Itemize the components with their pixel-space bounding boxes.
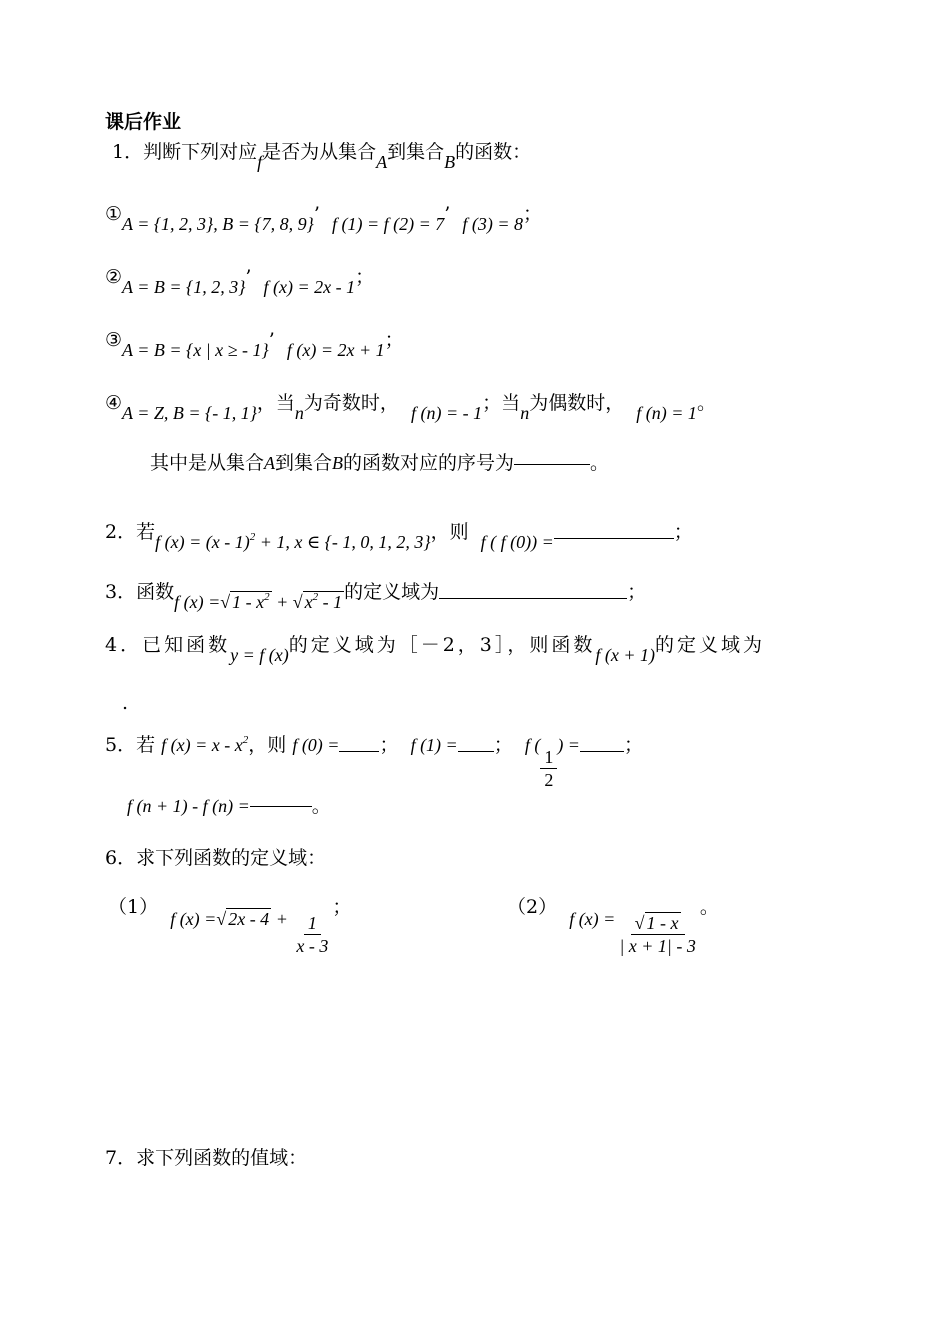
q2-math-c: f ( f (0)) = [480,532,554,552]
q4-math-a: y = f (x) [230,645,289,665]
q3-text: 的定义域为 [344,581,440,603]
q3-answer-blank[interactable] [439,598,627,599]
q5-sep-1: ； [379,734,399,756]
q1-item-4 [105,392,716,423]
q1-item-4-n1: n [294,403,304,423]
q3-radicand-2-tail: - 1 [322,592,343,612]
q3-exponent-1: 2 [264,591,270,603]
q6-p1-radicand: 2x - 4 [228,909,270,929]
q6-part-1 [108,898,351,955]
q1-final-var-A: A [264,453,276,473]
q1-stem-d: 的函数： [455,141,532,163]
q1-item-4-math: A = Z, B = {- 1, 1} [122,403,257,423]
q1-final-text-a: 其中是从集合 [150,452,265,474]
q5-line-2 [127,797,331,816]
q1-item-1-mark: ① [105,203,123,225]
question-7-title: 7．求下列函数的值域： [105,1147,308,1169]
q5-f1: f (1) = [410,735,458,755]
q3-plus: + [276,592,289,612]
q5-f1-blank[interactable] [458,751,494,752]
q1-item-4-math2: f (n) = - 1 [411,403,483,423]
q1-item-2-math: A = B = {1, 2, 3} [122,277,246,297]
q6-p1-den: x - 3 [296,936,329,956]
q1-item-1-math: A = {1, 2, 3}, B = {7, 8, 9} [122,214,314,234]
q6-p1-plus: + [275,909,288,929]
q6-p1-math [170,909,292,929]
q1-var-A: A [376,152,388,172]
sqrt-symbol-3: √ [216,909,227,929]
q5-sep-3: ； [623,734,643,756]
q1-item-1-sep2: ’ [444,203,451,225]
q1-item-4-text-3: ；当 [482,392,521,414]
q1-item-2-end: ； [355,266,375,288]
q1-item-1-sep1: ’ [313,203,320,225]
q4-math-b: f (x + 1) [595,645,656,665]
q2-then: ，则 [430,521,469,543]
q3-radicand-2 [303,591,345,612]
q3-exponent-2: 2 [312,591,319,603]
q5-half-num: 1 [540,748,557,769]
q5-fhalf-a: f ( [524,735,541,755]
question-4 [105,634,766,665]
q1-item-1-end: ； [523,203,543,225]
q1-item-4-mark: ④ [105,392,123,414]
q2-math-b: + 1, x ∈ {- 1, 0, 1, 2, 3} [259,532,431,552]
q5-then: ，则 [248,734,287,756]
q5-diff: f (n + 1) - f (n) = [127,796,250,816]
q1-item-1 [105,203,543,234]
q3-end: ； [627,581,647,603]
q5-diff-blank[interactable] [250,806,312,807]
q2-exponent: 2 [249,531,256,543]
q2-end: ； [673,521,693,543]
question-6-title: 6．求下列函数的定义域： [105,847,327,869]
q6-p1-end: ； [332,896,352,918]
q3-radicand-1-text: 1 - x [232,592,265,612]
q1-item-1-math2: f (1) = f (2) = 7 [331,214,445,234]
q1-final-end: 。 [590,452,610,474]
q5-f0-blank[interactable] [339,751,379,752]
q3-num: 3．函数 [105,581,175,603]
q2-num: 2．若 [105,521,156,543]
question-3 [105,581,647,612]
q1-final-var-B: B [332,453,344,473]
q1-item-3-end: ； [384,329,404,351]
q2-answer-blank[interactable] [554,538,674,539]
q1-item-4-text-1: ，当 [256,392,295,414]
q6-p1-fraction [292,914,332,955]
q3-radicand-2-text: x [304,592,313,612]
q2-math-a [155,532,430,552]
q6-p1-math-a: f (x) = [170,909,217,929]
q3-math [174,592,344,612]
q6-p2-den: | x + 1| - 3 [619,936,696,956]
q5-end: 。 [311,795,331,817]
q4-text-a: 4．已知函数 [105,634,231,656]
q6-p2-label: （2） [507,896,558,918]
q1-item-4-end: 。 [696,392,716,414]
q5-math-a [161,735,248,755]
q6-p1-label: （1） [108,896,159,918]
q1-item-4-math3: f (n) = 1 [636,403,697,423]
q1-final-text-b: 到集合 [275,452,333,474]
q1-answer-blank[interactable] [514,464,590,465]
q5-fhalf-blank[interactable] [580,751,624,752]
q1-stem-b: 是否为从集合 [262,141,377,163]
sqrt-symbol-4: √ [634,913,645,933]
sqrt-symbol-1: √ [220,592,231,612]
q5-f0: f (0) = [292,735,340,755]
q1-final-text-c: 的函数对应的序号为 [343,452,515,474]
q4-text-c: 的定义域为 [655,634,766,656]
q6-p2-end: 。 [699,896,719,918]
q2-math-a-text: f (x) = (x - 1) [155,532,250,552]
question-5 [105,735,643,789]
q5-num: 5．若 [105,734,156,756]
sqrt-symbol-2: √ [292,592,303,612]
q1-item-3-mark: ③ [105,329,123,351]
q1-item-3 [105,329,404,360]
q1-item-2 [105,266,375,297]
question-1-stem [112,141,532,172]
q1-stem-c: 到集合 [387,141,445,163]
q4-text-b: 的定义域为［－2，3］，则函数 [288,634,596,656]
q1-item-1-math3: f (3) = 8 [462,214,524,234]
q1-item-3-math2: f (x) = 2x + 1 [286,340,385,360]
q1-item-4-n2: n [520,403,530,423]
q1-item-3-math: A = B = {x | x ≥ - 1} [122,340,269,360]
q6-p2-math-a: f (x) = [569,909,616,929]
q5-fhalf-b: ) = [557,735,580,755]
q5-math-a-text: f (x) = x - x [161,735,243,755]
q4-trailing-dot: . [122,692,129,714]
q1-item-3-sep1: ’ [268,329,275,351]
q1-item-2-math2: f (x) = 2x - 1 [263,277,356,297]
q6-p1-num: 1 [304,914,321,935]
q5-half-den: 2 [544,770,554,790]
q1-item-4-text-2: 为奇数时， [303,392,399,414]
question-2 [105,521,693,552]
q6-p2-num [631,914,685,935]
q5-half-fraction [540,748,557,789]
q1-final [150,454,609,473]
q1-item-2-mark: ② [105,266,123,288]
q3-radicand-1 [230,591,271,612]
q1-stem-a: 1．判断下列对应 [112,141,258,163]
q5-exponent: 2 [242,734,249,746]
q1-var-B: B [444,152,456,172]
q1-item-4-text-4: 为偶数时， [529,392,625,414]
q6-p2-radicand: 1 - x [646,913,679,933]
q5-sep-2: ； [493,734,513,756]
q6-p2-fraction [615,914,700,955]
q3-math-a: f (x) = [174,592,221,612]
q6-part-2 [507,898,719,955]
q1-item-2-sep1: ’ [245,266,252,288]
q1-var-f: f [257,152,263,172]
page-title: 课后作业 [105,111,182,133]
